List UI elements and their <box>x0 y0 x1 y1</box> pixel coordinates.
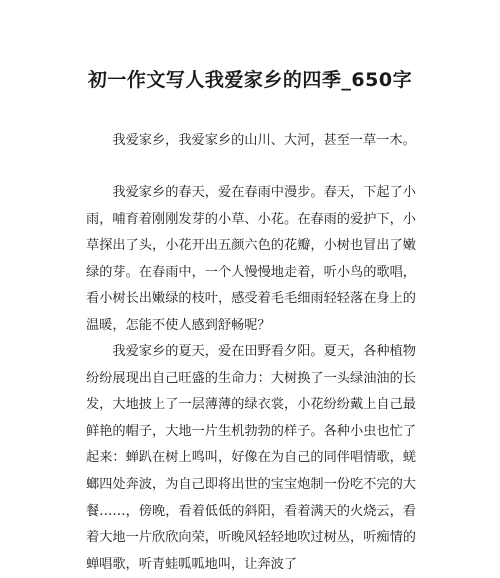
paragraph-intro: 我爱家乡，我爱家乡的山川、大河，甚至一草一木。 <box>112 133 416 148</box>
paragraph-summer: 我爱家乡的夏天，爱在田野看夕阳。夏天，各种植物纷纷展现出自己旺盛的生命力：大树换了一头绿油油的长发，大地披上了一层薄薄的绿衣裳，小花纷纷戴上自己最鲜艳的帽子，大地一片生机勃勃的样子。各种小虫也忙了起来：蝉趴在树上鸣叫，好像在为自己的同伴唱情歌，蜣螂四处奔波，为自己即将出世的宝宝炮制一份吃不完的大餐……，傍晚，看着低低的斜阳，看着满天的火烧云，看着大地一片欣欣向荣，听晚风轻轻地吹过树丛，听痴情的蝉唱歌，听青蛙呱呱地叫，让奔波了 <box>86 344 416 572</box>
paragraph-spring: 我爱家乡的春天，爱在春雨中漫步。春天，下起了小雨，哺育着刚刚发芽的小草、小花。在春雨的爱护下，小草探出了头，小花开出五颜六色的花瓣，小树也冒出了嫩绿的芽。在春雨中，一个人慢慢地走着，听小鸟的歌唱，看小树长出嫩绿的枝叶，感受着毛毛细雨轻轻落在身上的温暖，怎能不使人感到舒畅呢？ <box>86 185 416 333</box>
page-title: 初一作文写人我爱家乡的四季_650字 <box>87 69 413 91</box>
